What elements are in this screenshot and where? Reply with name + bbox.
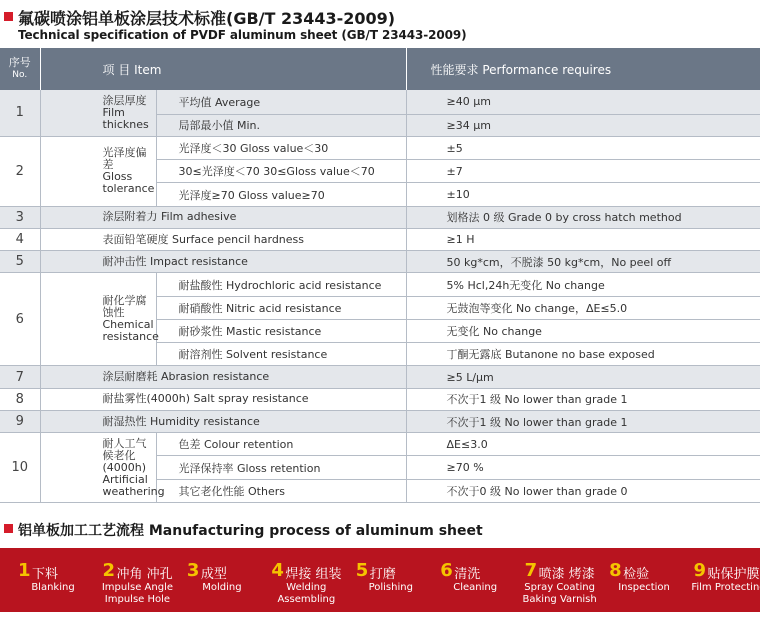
col-header-no: 序号 No. [0,48,40,90]
row-perf: 无鼓泡等变化 No change，ΔE≤5.0 [406,296,760,319]
step-label-cn: 检验 [623,567,650,582]
step-label-en: Inspection [618,582,670,593]
step-number: 8 [609,560,622,581]
row-no: 7 [0,366,40,388]
row-subitem: 局部最小值 Min. [156,114,406,136]
step-label-cn: 喷漆 烤漆 [538,567,595,582]
row-subitem: 耐溶剂性 Solvent resistance [156,343,406,366]
row-item: 涂层附着力 Film adhesive [40,206,406,228]
table-row [0,366,760,388]
row-subitem: 其它老化性能 Others [156,479,406,502]
row-subitem: 光泽度≥70 Gloss value≥70 [156,183,406,206]
row-item: 耐湿热性 Humidity resistance [40,410,406,432]
table-row [0,433,760,456]
row-perf: ≥34 μm [406,114,760,136]
step-label-en: Molding [202,582,242,593]
row-item: 耐盐雾性(4000h) Salt spray resistance [40,388,406,410]
spec-title-cn: 氟碳喷涂铝单板涂层技术标准(GB/T 23443-2009) [18,9,396,28]
row-no: 10 [0,433,40,503]
step-label-en: Polishing [368,582,413,593]
row-item: 表面铅笔硬度 Surface pencil hardness [40,228,406,250]
row-item: 耐冲击性 Impact resistance [40,251,406,273]
row-perf: 划格法 0 级 Grade 0 by cross hatch method [406,206,760,228]
process-step [338,548,422,612]
table-row [0,136,760,159]
row-no: 6 [0,273,40,366]
spec-table [0,48,761,503]
step-label-cn: 清洗 [454,567,481,582]
step-label-cn: 下料 [32,567,59,582]
row-subitem: 耐盐酸性 Hydrochloric acid resistance [156,273,406,296]
row-perf: ≥1 H [406,228,760,250]
step-label-en: Film Protecting [691,582,766,593]
row-item: 涂层耐磨耗 Abrasion resistance [40,366,406,388]
row-subitem: 耐砂浆性 Mastic resistance [156,319,406,342]
process-title: 铝单板加工工艺流程 Manufacturing process of aluminum sheet [18,523,483,539]
process-step [0,548,84,612]
table-row [0,273,760,296]
row-perf: ±7 [406,160,760,183]
row-perf: 5% Hcl,24h无变化 No change [406,273,760,296]
step-label-cn: 打磨 [369,567,396,582]
process-step [507,548,597,612]
row-perf: ≥70 % [406,456,760,479]
step-number: 3 [186,560,200,581]
process-header [4,518,756,540]
process-step [676,548,766,612]
row-subitem: 30≤光泽度＜70 30≤Gloss value＜70 [156,160,406,183]
row-no: 8 [0,388,40,410]
row-perf: ≥40 μm [406,90,760,114]
row-item: 光泽度偏差 Gloss tolerance [40,136,156,206]
step-label-en: Impulse Angle Impulse Hole [101,582,174,605]
row-subitem: 光泽度＜30 Gloss value＜30 [156,136,406,159]
process-step [169,548,253,612]
step-number: 2 [102,560,115,581]
process-step [84,548,174,612]
row-subitem: 平均值 Average [156,90,406,114]
step-label-cn: 成型 [200,567,227,582]
step-label-en: Welding Assembling [277,582,336,605]
step-label-cn: 冲角 冲孔 [116,567,173,582]
step-label-cn: 贴保护膜 [707,567,760,582]
process-bullet [4,524,13,533]
process-step [253,548,342,612]
row-no: 5 [0,251,40,273]
spec-header [4,6,756,46]
row-subitem: 光泽保持率 Gloss retention [156,456,406,479]
table-row [0,228,760,250]
row-no: 3 [0,206,40,228]
step-number: 1 [18,560,31,581]
table-header-row [0,48,760,90]
table-row [0,206,760,228]
row-no: 2 [0,136,40,206]
step-number: 6 [440,560,453,581]
row-item: 耐化学腐蚀性 Chemical resistance [40,273,156,366]
step-number: 7 [524,560,538,581]
step-label-en: Cleaning [453,582,498,593]
header-bullet [4,12,13,21]
step-label-cn: 焊接 组装 [285,567,342,582]
process-strip [0,548,766,612]
step-number: 5 [355,560,369,581]
row-perf: ±5 [406,136,760,159]
row-subitem: 耐硝酸性 Nitric acid resistance [156,296,406,319]
table-row [0,90,760,114]
table-row [0,410,760,432]
table-row [0,251,760,273]
row-no: 9 [0,410,40,432]
step-label-en: Spray Coating Baking Varnish [522,582,597,605]
row-item: 涂层厚度 Film thicknes [40,90,156,136]
row-no: 1 [0,90,40,136]
table-row [0,388,760,410]
row-perf: ≥5 L/μm [406,366,760,388]
step-number: 4 [271,560,284,581]
step-number: 9 [693,560,707,581]
row-no: 4 [0,228,40,250]
row-perf: 不次于0 级 No lower than grade 0 [406,479,760,502]
row-perf: 无变化 No change [406,319,760,342]
row-item: 耐人工气候老化 (4000h) Artificial weathering [40,433,156,503]
spec-title-en: Technical specification of PVDF aluminum sheet (GB/T 23443-2009) [18,28,467,42]
row-subitem: 色差 Colour retention [156,433,406,456]
col-header-item: 项 目 Item [40,48,406,90]
process-step [422,548,506,612]
step-label-en: Blanking [31,582,75,593]
process-step [591,548,675,612]
row-perf: 丁酮无露底 Butanone no base exposed [406,343,760,366]
row-perf: 50 kg*cm，不脱漆 50 kg*cm，No peel off [406,251,760,273]
row-perf: ±10 [406,183,760,206]
row-perf: 不次于1 级 No lower than grade 1 [406,388,760,410]
col-header-perf: 性能要求 Performance requires [406,48,760,90]
row-perf: ΔE≤3.0 [406,433,760,456]
row-perf: 不次于1 级 No lower than grade 1 [406,410,760,432]
